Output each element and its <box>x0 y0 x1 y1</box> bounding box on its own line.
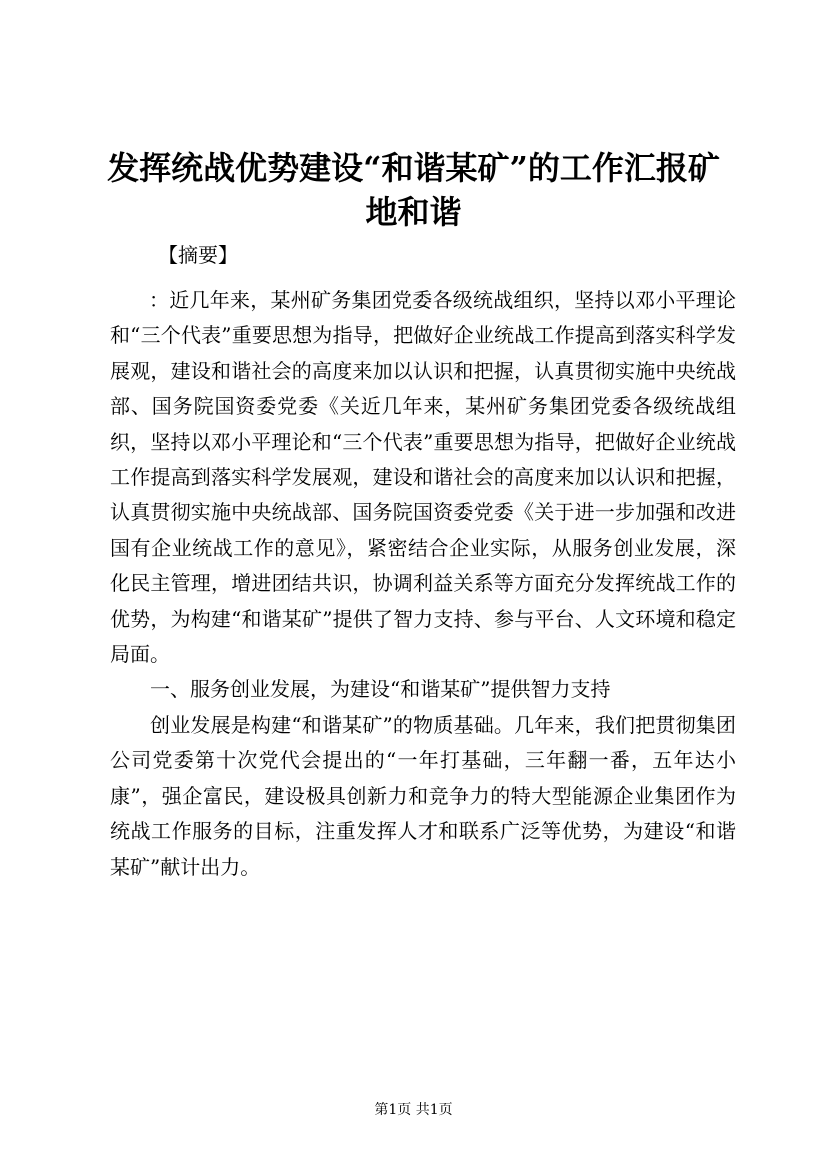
paragraph-abstract: ：近几年来，某州矿务集团党委各级统战组织，坚持以邓小平理论和“三个代表”重要思想为指导，把做好企业统战工作提高到落实科学发展观，建设和谐社会的高度来加以认识和把握，认真贯彻实施中央统战部、国务院国资委党委《关近几年来，某州矿务集团党委各级统战组织，坚持以邓小平理论和“三个代表”重要思想为指导，把做好企业统战工作提高到落实科学发展观，建设和谐社会的高度来加以认识和把握，认真贯彻实施中央统战部、国务院国资委党委《关于进一步加强和改进国有企业统战工作的意见》，紧密结合企业实际，从服务创业发展，深化民主管理，增进团结共识，协调利益关系等方面充分发挥统战工作的优势，为构建“和谐某矿”提供了智力支持、参与平台、人文环境和稳定局面。 <box>110 288 736 667</box>
document-body <box>110 283 736 885</box>
paragraph-section-1: 创业发展是构建“和谐某矿”的物质基础。几年来，我们把贯彻集团公司党委第十次党代会提出的“一年打基础，三年翻一番，五年达小康”，强企富民，建设极具创新力和竞争力的特大型能源企业集团作为统战工作服务的目标，注重发挥人才和联系广泛等优势，为建设“和谐某矿”献计出力。 <box>110 712 736 879</box>
document-title: 发挥统战优势建设“和谐某矿”的工作汇报矿地和谐 <box>107 149 720 231</box>
abstract-label: 【摘要】 <box>158 243 238 267</box>
page-footer: 第1页 共1页 <box>374 1102 453 1118</box>
section-heading-1: 一、服务创业发展，为建设“和谐某矿”提供智力支持 <box>150 677 611 702</box>
